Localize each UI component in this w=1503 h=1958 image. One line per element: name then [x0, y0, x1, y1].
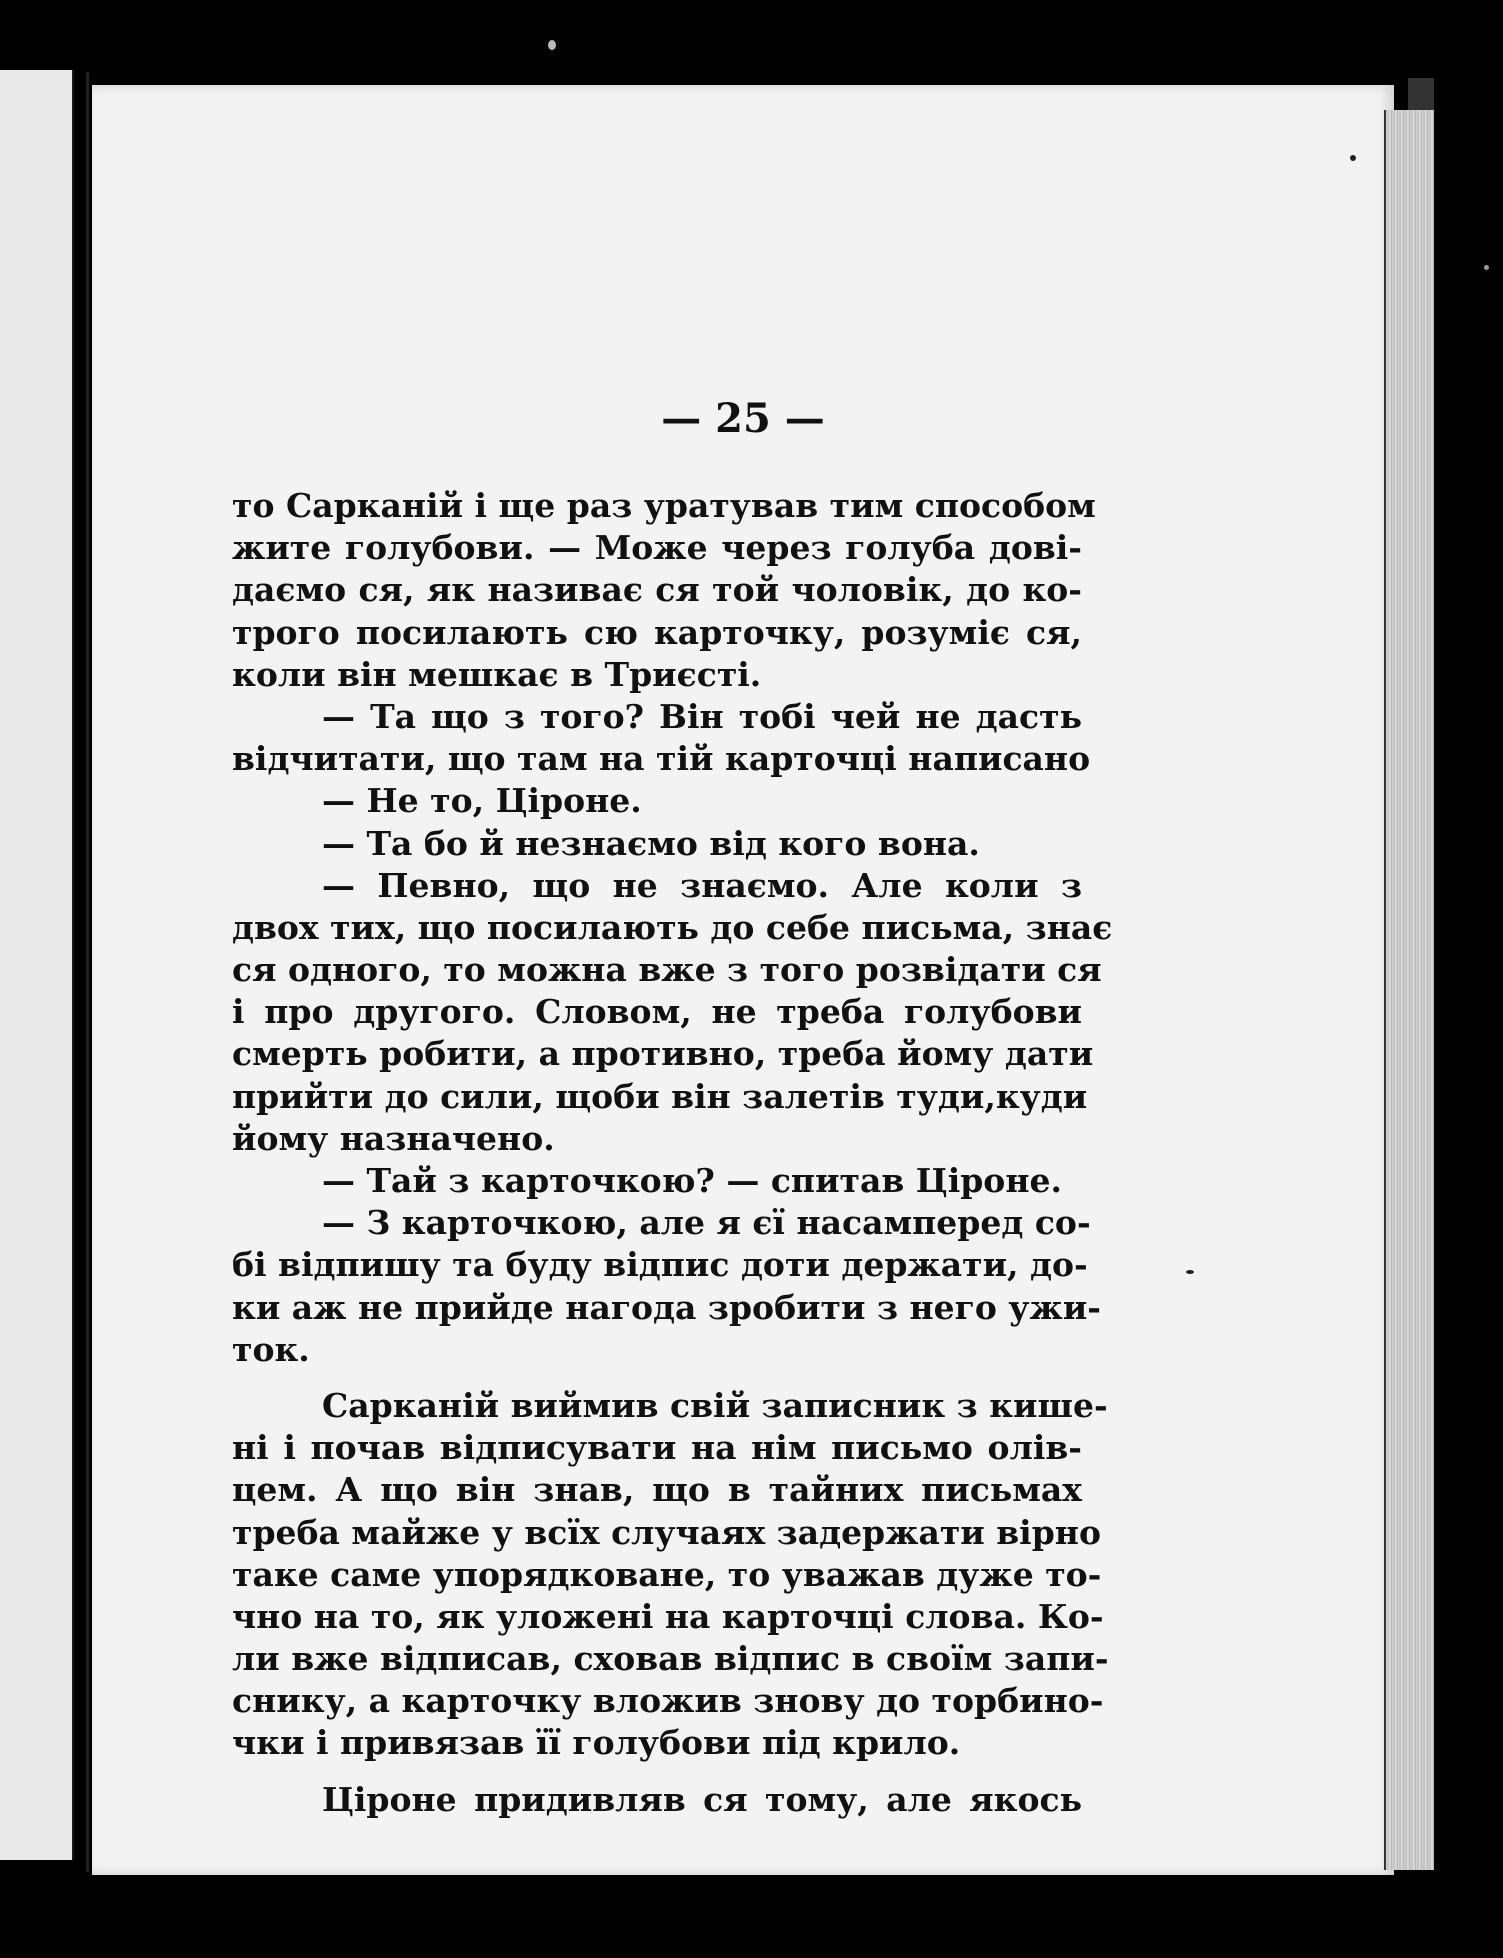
paragraph-gap [232, 1765, 1082, 1779]
text-line: — З карточкою, але я єї насамперед со- [322, 1203, 1091, 1243]
text-line: — Не то, Ціроне. [322, 781, 642, 821]
text-line: ся одного, то можна вже з того розвідати ся [232, 950, 1102, 990]
text-line: цем. А що він знав, що в тайних письмах [232, 1470, 1082, 1510]
text-line: ні і почав відписувати на нім письмо олів- [232, 1428, 1082, 1468]
text-line: — Певно, що не знаємо. Але коли з [322, 865, 1082, 905]
dust-speck [1350, 155, 1356, 161]
text-line: Ціроне придивляв ся тому, але якось [322, 1779, 1082, 1819]
text-line: — Та що з того? Він тобі чей не дасть [322, 696, 1082, 736]
text-line: смерть робити, а противно, треба йому дати [232, 1034, 1094, 1074]
text-line: то Сарканій і ще раз уратував тим способом [232, 486, 1096, 525]
text-line: таке саме упорядковане, то уважав дуже то- [232, 1554, 1102, 1594]
text-line: прийти до сили, щоби він залетів туди,куди [232, 1076, 1088, 1116]
text-line: бі відпишу та буду відпис доти держати, до- [232, 1245, 1088, 1285]
page-number: — 25 — [661, 395, 825, 442]
text-line: снику, а карточку вложив знову до торбино- [232, 1681, 1104, 1721]
text-line: чки і привязав її голубови під крило. [232, 1723, 961, 1763]
dust-speck [548, 40, 556, 50]
text-line: — Та бо й незнаємо від кого вона. [322, 823, 980, 863]
paragraph-gap [232, 1371, 1082, 1385]
text-line: ки аж не прийде нагода зробити з него ужи- [232, 1287, 1102, 1327]
book-page [92, 85, 1394, 1875]
dust-speck [1484, 265, 1489, 270]
text-line: ток. [232, 1329, 310, 1369]
text-line: чно на то, як уложені на карточці слова. Ко- [232, 1596, 1104, 1636]
text-line: відчитати, що там на тій карточці написано [232, 739, 1091, 779]
text-line: ли вже відписав, сховав відпис в своїм запи- [232, 1639, 1109, 1679]
text-line: Сарканій виймив свій записник з кише- [322, 1385, 1108, 1425]
text-line: двох тих, що посилають до себе письма, знає [232, 907, 1113, 947]
dust-speck [1186, 1270, 1194, 1274]
text-line: і про другого. Словом, не треба голубови [232, 992, 1082, 1032]
text-line: жите голубови. — Може через голуба дові- [232, 528, 1082, 568]
text-line: трого посилають сю карточку, розуміє ся, [232, 612, 1082, 652]
text-line: йому назначено. [232, 1118, 555, 1158]
text-line: — Тай з карточкою? — спитав Ціроне. [322, 1161, 1062, 1200]
left-page-edge [0, 70, 74, 1860]
gutter-line [86, 72, 89, 1872]
text-line: треба майже у всїх случаях задержати вірно [232, 1512, 1101, 1552]
text-line: даємо ся, як називає ся той чоловік, до ко- [232, 570, 1082, 610]
text-line: коли він мешкає в Триєсті. [232, 654, 762, 694]
body-text [232, 485, 1113, 1821]
page-fore-edge [1384, 110, 1434, 1870]
